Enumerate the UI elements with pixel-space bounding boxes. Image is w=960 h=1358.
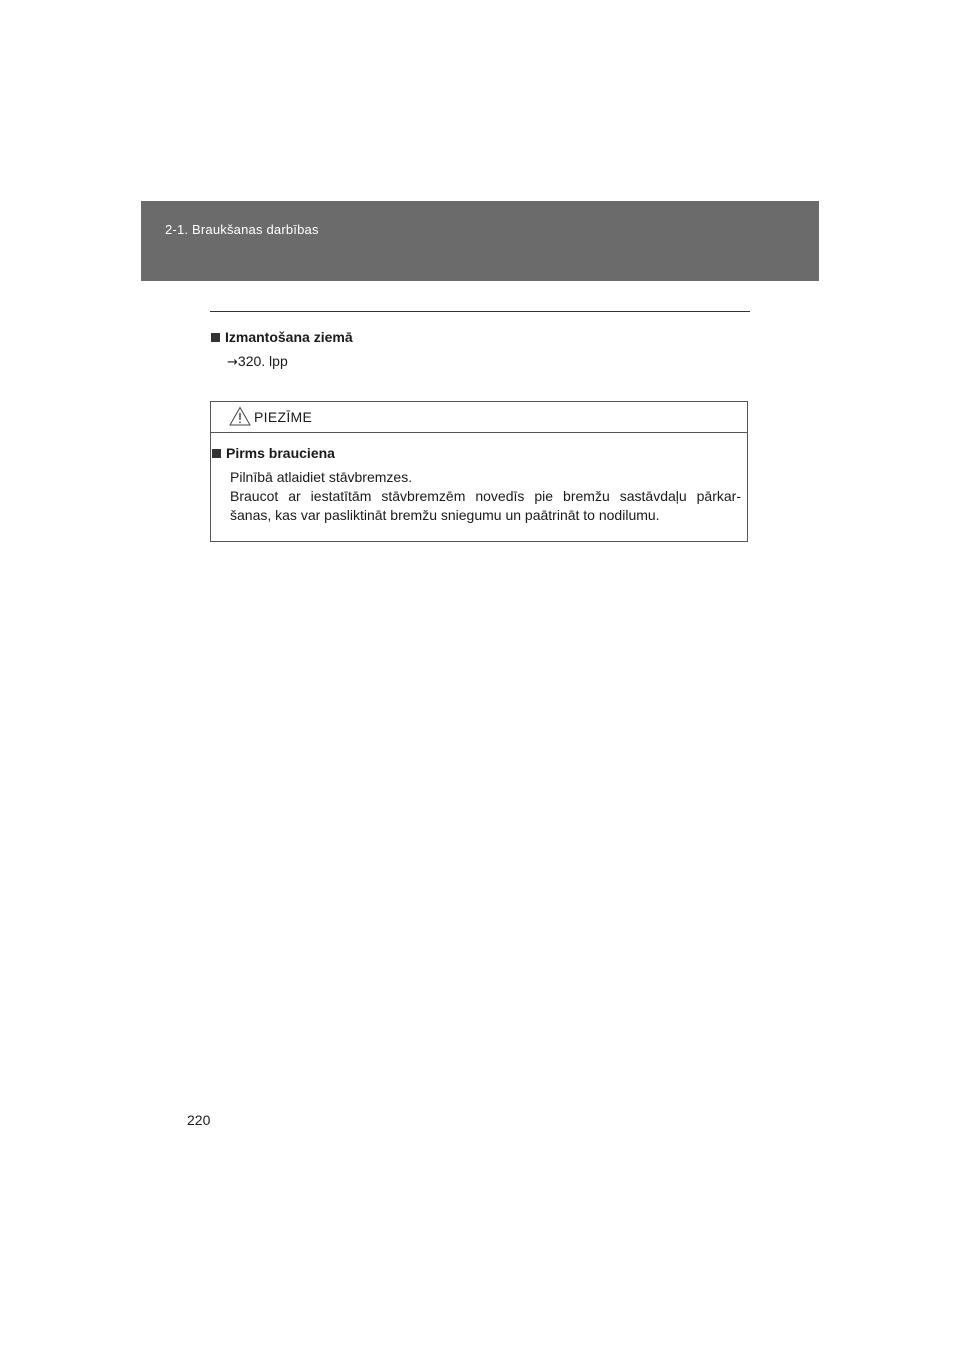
chapter-header-band <box>141 201 819 281</box>
winter-use-section <box>211 329 751 370</box>
notice-line-3: šanas, kas var pasliktināt bremžu sniegumu un paātrināt to nodilumu. <box>230 507 660 523</box>
page-reference <box>211 353 751 370</box>
notice-header <box>211 402 747 433</box>
notice-body <box>211 433 747 525</box>
square-bullet-icon <box>212 449 221 458</box>
winter-use-heading <box>211 329 751 345</box>
notice-box <box>210 401 748 542</box>
notice-title: PIEZĪME <box>254 409 313 425</box>
page-reference-text: 320. lpp <box>237 353 288 369</box>
notice-heading-text: Pirms brauciena <box>226 445 335 461</box>
notice-heading <box>212 445 741 461</box>
chapter-title: 2-1. Braukšanas darbības <box>165 222 319 237</box>
square-bullet-icon <box>211 333 220 342</box>
notice-line-1: Pilnībā atlaidiet stāvbremzes. <box>230 469 413 485</box>
section-divider <box>210 311 750 312</box>
winter-use-heading-text: Izmantošana ziemā <box>225 329 353 345</box>
notice-line-2: Braucot ar iestatītām stāvbremzēm novedīs pie bremžu sastāvdaļu pārkar- <box>230 488 741 504</box>
arrow-right-icon: → <box>227 355 238 370</box>
page-number: 220 <box>187 1112 211 1128</box>
warning-triangle-icon <box>229 406 251 426</box>
